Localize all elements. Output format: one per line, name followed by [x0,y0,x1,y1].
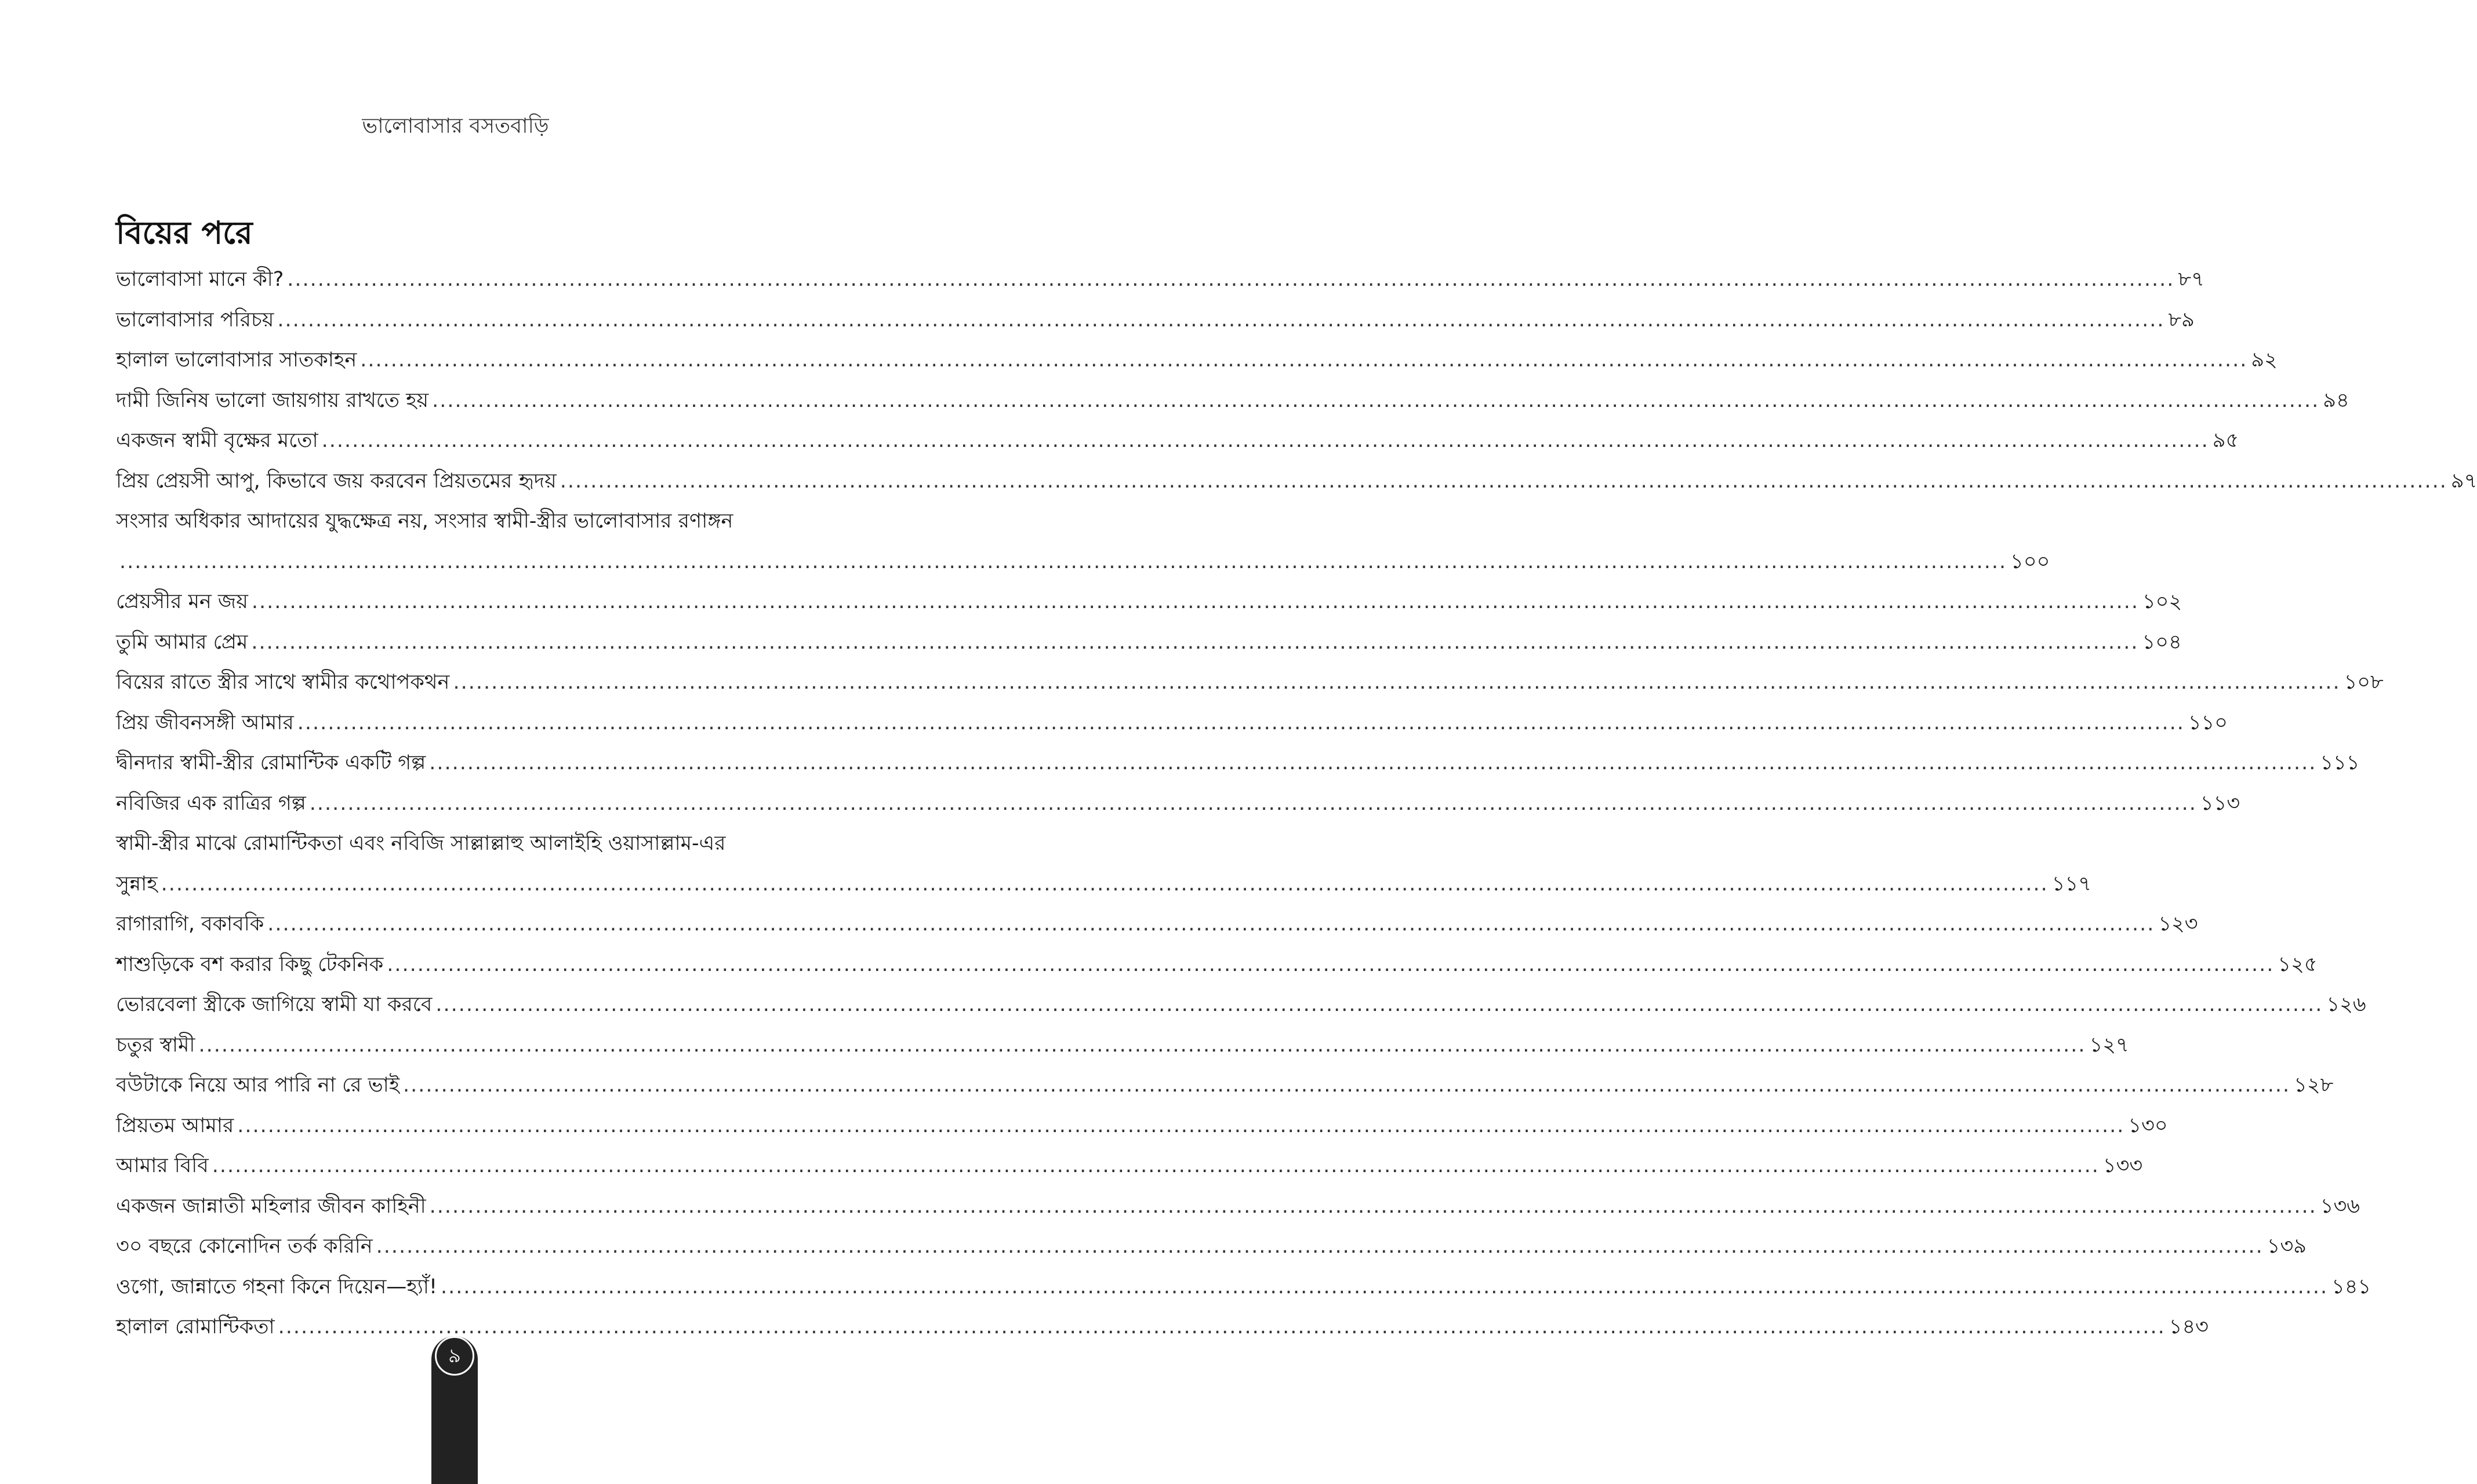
toc-entry-title: দামী জিনিষ ভালো জায়গায় রাখতে হয় [116,388,429,412]
dot-leader [119,542,2007,583]
toc-entry-title: সংসার অধিকার আদায়ের যুদ্ধক্ষেত্র নয়, সংসার স্বামী-স্ত্রীর ভালোবাসার রণাঙ্গন [116,510,733,533]
page-number: ৯ [435,1336,474,1376]
toc-entry-title: প্রিয় জীবনসঙ্গী আমার [116,711,294,734]
toc-entry [116,421,2239,461]
dot-leader [429,743,2316,784]
toc-entry [116,300,2195,341]
toc-entry [116,260,2204,300]
toc-entry-page: ১০০ [2010,550,2050,573]
toc-entry [116,1146,2143,1187]
toc-entry-page: ১৪৩ [2169,1315,2209,1338]
toc-entry-page: ১৪১ [2331,1275,2371,1298]
toc-entry-title: স্বামী-স্ত্রীর মাঝে রোমান্টিকতা এবং নবিজি সাল্লাল্লাহু আলাইহি ওয়াসাল্লাম-এর [116,832,726,855]
dot-leader [212,1146,2100,1187]
toc-entry-page: ৯৭ [2450,469,2477,493]
toc-entry-title: হালাল রোমান্টিকতা [116,1315,275,1338]
toc-entry-page: ১১০ [2188,711,2228,734]
toc-entry-page: ১২৫ [2278,952,2318,976]
toc-entry-page: ১৩৩ [2102,1154,2143,1177]
toc-entry [116,582,2182,623]
toc-entry-page: ১০২ [2142,590,2182,613]
toc-entry-title: প্রেয়সীর মন জয় [116,590,248,613]
toc-entry-title: ৩০ বছরে কোনোদিন তর্ক করিনি [116,1235,373,1258]
toc-entry-title: ওগো, জান্নাতে গহনা কিনে দিয়েন—হ্যাঁ! [116,1275,437,1298]
toc-entry-title: ভোরবেলা স্ত্রীকে জাগিয়ে স্বামী যা করবে [116,993,433,1016]
toc-entry-page: ১১৭ [2051,872,2091,896]
toc-entry-title: বিয়ের রাতে স্ত্রীর সাথে স্বামীর কথোপকথন [116,671,450,694]
toc-entry [116,1025,2129,1066]
toc-entry-title: একজন জান্নাতী মহিলার জীবন কাহিনী [116,1194,426,1218]
dot-leader [198,1025,2086,1066]
toc-entry [116,904,2198,945]
dot-leader [560,461,2447,502]
toc-entry-title: বউটাকে নিয়ে আর পারি না রে ভাই [116,1074,400,1097]
toc-entry-title: ভালোবাসার পরিচয় [116,308,274,332]
dot-leader [453,663,2340,703]
toc-entry-title: রাগারাগি, বকাবকি [116,912,264,936]
toc-entry [116,623,2182,663]
dot-leader [430,1187,2317,1227]
toc-entry-title: তুমি আমার প্রেম [116,630,248,654]
toc-entry-page: ১৩৬ [2320,1194,2360,1218]
toc-entry-title: নবিজির এক রাত্রির গল্প [116,791,306,815]
toc-entry [116,663,2384,703]
table-of-contents [116,260,2477,1348]
toc-entry-title: প্রিয়তম আমার [116,1114,234,1137]
toc-entry [116,1187,2360,1227]
toc-entry-title: হালাল ভালোবাসার সাতকাহন [116,348,357,372]
toc-entry [116,703,2228,744]
toc-entry [116,784,2240,824]
toc-entry [116,1065,2334,1106]
toc-entry-page: ১১৩ [2200,791,2240,815]
toc-entry-page: ৮৭ [2178,268,2204,291]
toc-entry-page: ১০৪ [2142,630,2182,654]
dot-leader [297,703,2185,744]
toc-entry-page: ৮৯ [2168,308,2195,332]
toc-entry-page: ৯৫ [2212,429,2239,452]
toc-entry-page: ১৩০ [2128,1114,2168,1137]
dot-leader [278,1307,2166,1348]
toc-entry [116,461,2477,502]
dot-leader [435,985,2323,1025]
toc-entry [116,381,2349,421]
dot-leader [322,421,2209,461]
dot-leader [376,1227,2264,1267]
toc-entry-title: চতুর স্বামী [116,1033,195,1057]
toc-entry-title: আমার বিবি [116,1154,209,1177]
toc-entry-page: ১২৭ [2089,1033,2129,1057]
toc-entry [116,1106,2168,1147]
toc-entry-title: প্রিয় প্রেয়সী আপু, কিভাবে জয় করবেন প্রিয়তমের হৃদয় [116,469,557,493]
toc-entry-title: শাশুড়িকে বশ করার কিছু টেকনিক [116,952,384,976]
toc-entry-page: ১০৮ [2344,671,2384,694]
toc-entry-title: দ্বীনদার স্বামী-স্ত্রীর রোমান্টিক একটি গল্প [116,751,426,774]
toc-entry-page: ৯৪ [2323,388,2349,412]
dot-leader [161,864,2049,905]
toc-entry [116,824,2091,904]
toc-entry-page: ১২৮ [2294,1074,2334,1097]
dot-leader [252,582,2139,623]
dot-leader [432,381,2319,421]
running-head: ভালোবাসার বসতবাড়ি [362,114,549,138]
toc-entry-title-cont: সুন্নাহ [116,872,158,896]
toc-entry [116,985,2366,1025]
toc-entry-page: ৯২ [2251,348,2278,372]
toc-entry [116,945,2318,985]
toc-entry [116,1227,2307,1267]
toc-entry-title: ভালোবাসা মানে কী? [116,268,284,291]
toc-entry-page: ১১১ [2320,751,2360,774]
toc-entry [116,743,2360,784]
section-title: বিয়ের পরে [116,214,253,251]
dot-leader [310,784,2197,824]
toc-entry-page: ১২৩ [2158,912,2198,936]
dot-leader [387,945,2274,985]
toc-entry [116,1267,2371,1308]
toc-entry-page: ১৩৯ [2267,1235,2307,1258]
dot-leader [441,1267,2328,1308]
dot-leader [287,260,2174,300]
toc-entry-page: ১২৬ [2326,993,2366,1016]
dot-leader [251,623,2138,663]
toc-entry-title: একজন স্বামী বৃক্ষের মতো [116,429,318,452]
toc-entry [116,501,2050,582]
dot-leader [237,1106,2124,1147]
dot-leader [360,340,2247,381]
dot-leader [403,1065,2290,1106]
toc-entry [116,340,2278,381]
dot-leader [277,300,2164,341]
dot-leader [267,904,2155,945]
